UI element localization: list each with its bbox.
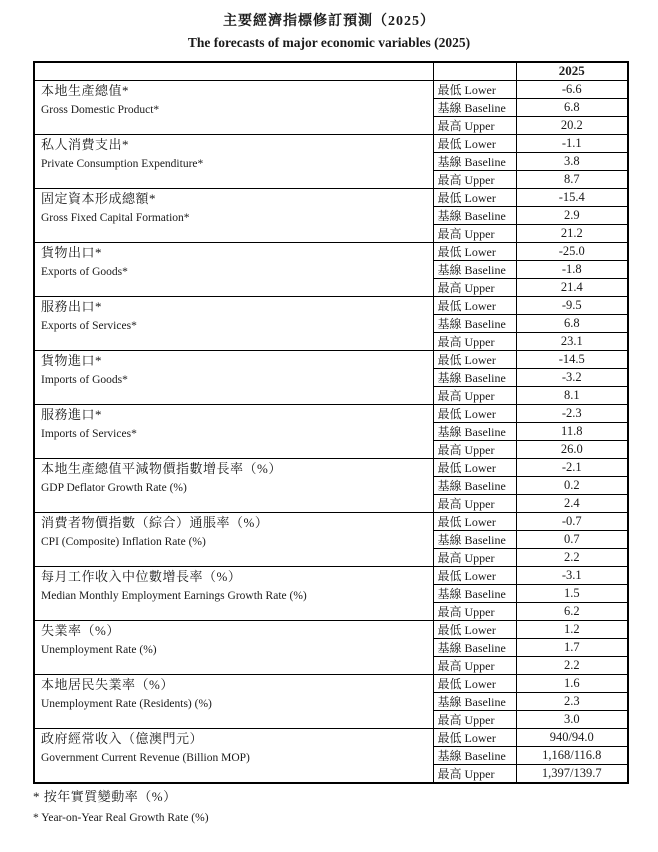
scenario-label-upper: 最高 Upper [433,656,516,674]
scenario-label-lower: 最低 Lower [433,620,516,638]
scenario-label-lower: 最低 Lower [433,728,516,746]
forecast-value-lower: -25.0 [516,242,628,260]
indicator-cell [34,242,433,296]
table-row [34,512,628,530]
scenario-label-lower: 最低 Lower [433,674,516,692]
forecast-value-baseline: 3.8 [516,152,628,170]
table-row [34,242,628,260]
indicator-name-zh: 服務出口* [41,298,103,314]
indicator-name-zh: 失業率（%） [41,622,120,638]
document-header [0,0,658,52]
indicator-name-en: Exports of Goods* [41,265,128,278]
indicator-name-en: Private Consumption Expenditure* [41,157,204,170]
indicator-cell [34,458,433,512]
indicator-name-zh: 貨物出口* [41,244,103,260]
table-header-row [34,62,628,80]
forecast-value-baseline: 6.8 [516,98,628,116]
forecast-value-baseline: -1.8 [516,260,628,278]
forecast-value-baseline: 1,168/116.8 [516,746,628,764]
indicator-name-zh: 政府經常收入（億澳門元） [41,730,204,746]
indicator-cell [34,566,433,620]
table-row [34,350,628,368]
indicator-name-en: Imports of Services* [41,427,137,440]
header-empty-cell-2 [433,62,516,80]
forecast-value-upper: 1,397/139.7 [516,764,628,783]
scenario-label-baseline: 基線 Baseline [433,530,516,548]
scenario-label-lower: 最低 Lower [433,350,516,368]
indicator-cell [34,674,433,728]
forecast-value-lower: -6.6 [516,80,628,98]
scenario-label-upper: 最高 Upper [433,386,516,404]
forecast-value-lower: 940/94.0 [516,728,628,746]
scenario-label-lower: 最低 Lower [433,296,516,314]
scenario-label-upper: 最高 Upper [433,494,516,512]
scenario-label-baseline: 基線 Baseline [433,476,516,494]
forecast-value-baseline: 1.7 [516,638,628,656]
scenario-label-upper: 最高 Upper [433,440,516,458]
scenario-label-upper: 最高 Upper [433,548,516,566]
forecast-value-upper: 8.1 [516,386,628,404]
indicator-name-en: Gross Domestic Product* [41,103,160,116]
doc-title-en: The forecasts of major economic variables (2025) [187,35,471,50]
scenario-label-baseline: 基線 Baseline [433,638,516,656]
scenario-label-baseline: 基線 Baseline [433,260,516,278]
scenario-label-baseline: 基線 Baseline [433,692,516,710]
scenario-label-lower: 最低 Lower [433,134,516,152]
scenario-label-lower: 最低 Lower [433,458,516,476]
indicator-name-en: Unemployment Rate (%) [41,643,157,656]
scenario-label-lower: 最低 Lower [433,242,516,260]
indicator-name-en: Imports of Goods* [41,373,128,386]
indicator-cell [34,512,433,566]
scenario-label-baseline: 基線 Baseline [433,368,516,386]
forecast-value-baseline: 11.8 [516,422,628,440]
forecast-value-lower: -0.7 [516,512,628,530]
doc-title-zh: 主要經濟指標修訂預測（2025） [223,14,435,29]
scenario-label-lower: 最低 Lower [433,404,516,422]
forecast-value-lower: -3.1 [516,566,628,584]
indicator-cell [34,80,433,134]
forecast-value-upper: 3.0 [516,710,628,728]
forecast-value-lower: 1.2 [516,620,628,638]
table-row [34,728,628,746]
forecast-value-upper: 2.4 [516,494,628,512]
table-row [34,188,628,206]
indicator-name-en: Gross Fixed Capital Formation* [41,211,190,224]
scenario-label-lower: 最低 Lower [433,566,516,584]
scenario-label-upper: 最高 Upper [433,224,516,242]
table-row [34,566,628,584]
indicator-cell [34,404,433,458]
scenario-label-baseline: 基線 Baseline [433,152,516,170]
scenario-label-lower: 最低 Lower [433,188,516,206]
indicator-name-en: Exports of Services* [41,319,137,332]
forecast-value-upper: 2.2 [516,548,628,566]
indicator-name-en: Government Current Revenue (Billion MOP) [41,751,250,764]
forecast-value-baseline: 1.5 [516,584,628,602]
forecast-value-baseline: -3.2 [516,368,628,386]
indicator-cell [34,350,433,404]
forecast-value-baseline: 2.3 [516,692,628,710]
scenario-label-upper: 最高 Upper [433,278,516,296]
forecast-value-lower: -2.3 [516,404,628,422]
footnote-zh: * 按年實質變動率（%） [33,788,177,804]
scenario-label-baseline: 基線 Baseline [433,746,516,764]
indicator-cell [34,188,433,242]
forecast-value-lower: 1.6 [516,674,628,692]
forecast-value-lower: -2.1 [516,458,628,476]
forecast-value-lower: -1.1 [516,134,628,152]
table-row [34,404,628,422]
scenario-label-baseline: 基線 Baseline [433,422,516,440]
indicator-cell [34,728,433,783]
scenario-label-upper: 最高 Upper [433,116,516,134]
forecast-value-lower: -14.5 [516,350,628,368]
table-row [34,620,628,638]
forecast-value-upper: 8.7 [516,170,628,188]
indicator-name-en: GDP Deflator Growth Rate (%) [41,481,187,494]
scenario-label-baseline: 基線 Baseline [433,206,516,224]
table-row [34,134,628,152]
forecast-value-baseline: 0.2 [516,476,628,494]
footnotes [33,789,658,826]
header-empty-cell-1 [34,62,433,80]
scenario-label-baseline: 基線 Baseline [433,584,516,602]
indicator-name-zh: 本地居民失業率（%） [41,676,174,692]
forecast-value-baseline: 6.8 [516,314,628,332]
indicator-name-en: CPI (Composite) Inflation Rate (%) [41,535,206,548]
year-header: 2025 [516,62,628,80]
indicator-name-zh: 每月工作收入中位數增長率（%） [41,568,242,584]
indicator-cell [34,134,433,188]
forecast-table [33,61,629,784]
scenario-label-baseline: 基線 Baseline [433,314,516,332]
table-row [34,80,628,98]
forecast-value-baseline: 0.7 [516,530,628,548]
indicator-cell [34,296,433,350]
forecast-value-upper: 23.1 [516,332,628,350]
forecast-value-lower: -9.5 [516,296,628,314]
forecast-value-upper: 6.2 [516,602,628,620]
indicator-cell [34,620,433,674]
forecast-value-upper: 26.0 [516,440,628,458]
table-row [34,296,628,314]
scenario-label-upper: 最高 Upper [433,170,516,188]
indicator-name-zh: 貨物進口* [41,352,103,368]
indicator-name-zh: 服務進口* [41,406,103,422]
indicator-name-zh: 本地生產總值平減物價指數增長率（%） [41,460,282,476]
footnote-en: * Year-on-Year Real Growth Rate (%) [33,811,209,824]
forecast-value-upper: 21.2 [516,224,628,242]
indicator-name-zh: 私人消費支出* [41,136,130,152]
indicator-name-en: Unemployment Rate (Residents) (%) [41,697,212,710]
scenario-label-upper: 最高 Upper [433,602,516,620]
scenario-label-lower: 最低 Lower [433,512,516,530]
indicator-name-zh: 本地生產總值* [41,82,130,98]
table-row [34,674,628,692]
forecast-value-upper: 2.2 [516,656,628,674]
scenario-label-upper: 最高 Upper [433,332,516,350]
indicator-name-zh: 消費者物價指數（綜合）通脹率（%） [41,514,269,530]
scenario-label-baseline: 基線 Baseline [433,98,516,116]
indicator-name-zh: 固定資本形成總額* [41,190,157,206]
forecast-value-upper: 21.4 [516,278,628,296]
forecast-value-baseline: 2.9 [516,206,628,224]
scenario-label-upper: 最高 Upper [433,764,516,783]
forecast-value-lower: -15.4 [516,188,628,206]
forecast-value-upper: 20.2 [516,116,628,134]
scenario-label-upper: 最高 Upper [433,710,516,728]
scenario-label-lower: 最低 Lower [433,80,516,98]
indicator-name-en: Median Monthly Employment Earnings Growth Rate (%) [41,589,307,602]
table-row [34,458,628,476]
